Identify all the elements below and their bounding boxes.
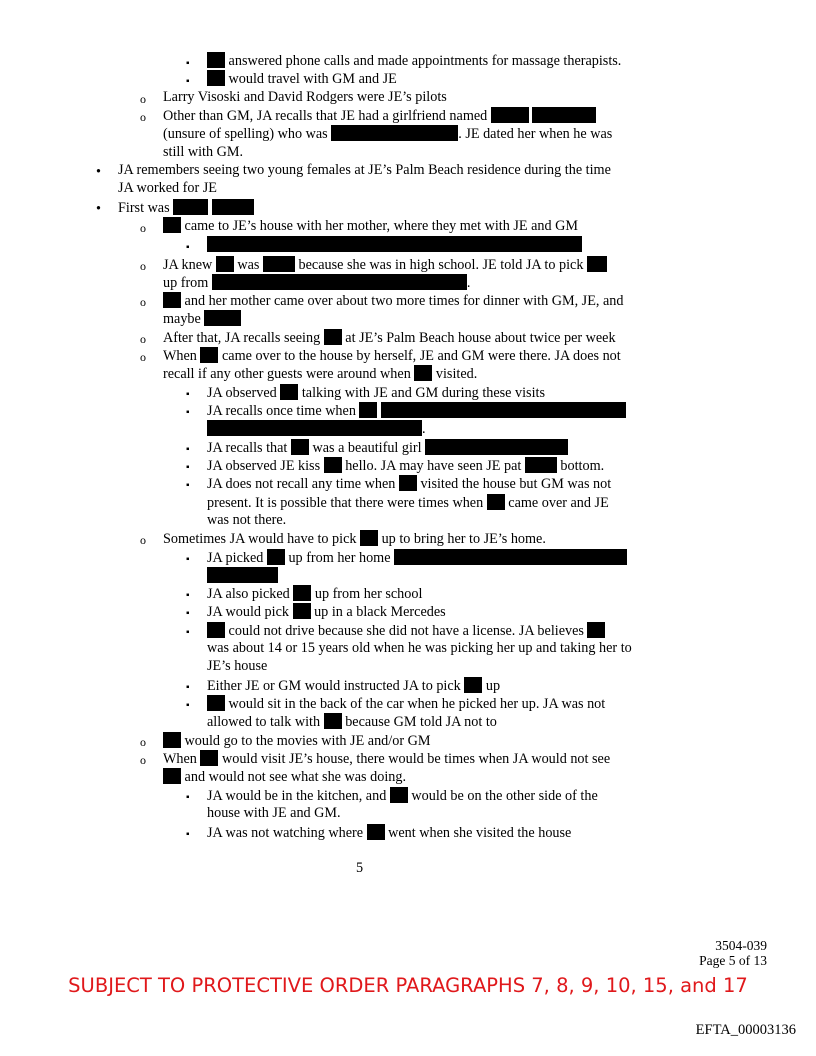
circle-bullet: o bbox=[140, 295, 146, 309]
square-bullet: ▪ bbox=[186, 480, 190, 491]
body-line: house with JE and GM. bbox=[207, 805, 341, 821]
redaction-block bbox=[587, 622, 605, 638]
redaction-block bbox=[207, 52, 225, 68]
circle-bullet: o bbox=[140, 332, 146, 346]
redaction-block bbox=[212, 199, 254, 215]
redaction-block bbox=[291, 439, 309, 455]
circle-bullet: o bbox=[140, 92, 146, 106]
redaction-block bbox=[263, 256, 295, 272]
circle-bullet: o bbox=[140, 753, 146, 767]
redaction-block bbox=[525, 457, 557, 473]
redaction-block bbox=[163, 217, 181, 233]
square-bullet: ▪ bbox=[186, 700, 190, 711]
redaction-block bbox=[293, 585, 311, 601]
redaction-block bbox=[532, 107, 596, 123]
circle-bullet: o bbox=[140, 221, 146, 235]
body-line: JA does not recall any time when visited the house but GM was not bbox=[207, 476, 612, 492]
body-line: was about 14 or 15 years old when he was picking her up and taking her to bbox=[207, 640, 632, 656]
circle-bullet: o bbox=[140, 350, 146, 364]
body-line: When would visit JE’s house, there would be times when JA would not see bbox=[163, 751, 611, 767]
square-bullet: ▪ bbox=[186, 554, 190, 565]
square-bullet: ▪ bbox=[186, 58, 190, 69]
square-bullet: ▪ bbox=[186, 444, 190, 455]
document-code: 3504-039 bbox=[715, 938, 767, 953]
redaction-block bbox=[359, 402, 377, 418]
redaction-block bbox=[207, 695, 225, 711]
body-line: After that, JA recalls seeing at JE’s Palm Beach house about twice per week bbox=[163, 330, 616, 346]
body-line: JA would be in the kitchen, and would be on the other side of the bbox=[207, 788, 598, 804]
redaction-block bbox=[464, 677, 482, 693]
square-bullet: ▪ bbox=[186, 590, 190, 601]
redaction-block bbox=[293, 603, 311, 619]
redaction-block bbox=[491, 107, 529, 123]
disc-bullet: • bbox=[96, 201, 101, 217]
redaction-block bbox=[399, 475, 417, 491]
body-line: JA was not watching where went when she visited the house bbox=[207, 825, 572, 841]
body-line: Other than GM, JA recalls that JE had a girlfriend named bbox=[163, 107, 596, 125]
body-line: (unsure of spelling) who was . JE dated her when he was bbox=[163, 126, 613, 142]
redaction-block bbox=[487, 494, 505, 510]
redaction-block bbox=[587, 256, 607, 272]
circle-bullet: o bbox=[140, 110, 146, 124]
body-line: maybe bbox=[163, 310, 241, 328]
body-line: still with GM. bbox=[163, 144, 244, 160]
redaction-block bbox=[414, 365, 432, 381]
body-line: Sometimes JA would have to pick up to bring her to JE’s home. bbox=[163, 531, 546, 547]
redaction-block bbox=[207, 70, 225, 86]
redaction-block bbox=[267, 549, 285, 565]
square-bullet: ▪ bbox=[186, 627, 190, 638]
body-line: JA observed JE kiss hello. JA may have seen JE pat bottom. bbox=[207, 458, 605, 474]
body-line: JA knew was because she was in high school. JE told JA to pick bbox=[163, 256, 607, 274]
circle-bullet: o bbox=[140, 533, 146, 547]
redaction-block bbox=[163, 292, 181, 308]
redaction-block bbox=[207, 622, 225, 638]
square-bullet: ▪ bbox=[186, 682, 190, 693]
circle-bullet: o bbox=[140, 259, 146, 273]
redaction-block bbox=[394, 549, 627, 565]
body-line: Larry Visoski and David Rodgers were JE’s pilots bbox=[163, 89, 447, 105]
circle-bullet: o bbox=[140, 735, 146, 749]
body-line bbox=[207, 236, 582, 254]
square-bullet: ▪ bbox=[186, 407, 190, 418]
body-line: JA remembers seeing two young females at JE’s Palm Beach residence during the time bbox=[118, 162, 611, 178]
redaction-block bbox=[173, 199, 208, 215]
body-line: and would not see what she was doing. bbox=[163, 768, 406, 786]
body-line: was not there. bbox=[207, 512, 287, 528]
redaction-block bbox=[200, 347, 218, 363]
redaction-block bbox=[381, 402, 626, 418]
redaction-block bbox=[360, 530, 378, 546]
redaction-block bbox=[207, 236, 312, 252]
body-line: answered phone calls and made appointments for massage therapists. bbox=[207, 52, 621, 70]
redaction-block bbox=[312, 236, 582, 252]
redaction-block bbox=[425, 439, 568, 455]
body-line: came to JE’s house with her mother, where they met with JE and GM bbox=[163, 217, 578, 235]
square-bullet: ▪ bbox=[186, 76, 190, 87]
body-line: JA worked for JE bbox=[118, 180, 217, 196]
body-line: could not drive because she did not have a license. JA believes bbox=[207, 622, 605, 640]
body-line: recall if any other guests were around when visited. bbox=[163, 366, 478, 382]
redaction-block bbox=[200, 750, 218, 766]
body-line: JA picked up from her home bbox=[207, 549, 627, 567]
redaction-block bbox=[324, 457, 342, 473]
redaction-block bbox=[207, 420, 422, 436]
body-line: JA would pick up in a black Mercedes bbox=[207, 604, 446, 620]
redaction-block bbox=[216, 256, 234, 272]
redaction-block bbox=[390, 787, 408, 803]
redaction-block bbox=[204, 310, 241, 326]
body-line: JA observed talking with JE and GM during these visits bbox=[207, 385, 545, 401]
bates-number: EFTA_00003136 bbox=[695, 1022, 796, 1038]
square-bullet: ▪ bbox=[186, 792, 190, 803]
redaction-block bbox=[367, 824, 385, 840]
square-bullet: ▪ bbox=[186, 389, 190, 400]
body-line: JE’s house bbox=[207, 658, 268, 674]
redaction-block bbox=[207, 567, 278, 583]
protective-order-notice: SUBJECT TO PROTECTIVE ORDER PARAGRAPHS 7, 8, 9, 10, 15, and 17 bbox=[68, 974, 748, 997]
body-line: up from . bbox=[163, 275, 471, 291]
body-line bbox=[207, 567, 278, 585]
square-bullet: ▪ bbox=[186, 829, 190, 840]
square-bullet: ▪ bbox=[186, 242, 190, 253]
redaction-block bbox=[280, 384, 298, 400]
square-bullet: ▪ bbox=[186, 462, 190, 473]
redaction-block bbox=[163, 768, 181, 784]
body-line: would travel with GM and JE bbox=[207, 70, 397, 88]
redaction-block bbox=[324, 329, 342, 345]
page-number: 5 bbox=[356, 860, 364, 876]
body-line: JA recalls that was a beautiful girl bbox=[207, 439, 568, 457]
redaction-block bbox=[212, 274, 467, 290]
body-line: When came over to the house by herself, JE and GM were there. JA does not bbox=[163, 348, 621, 364]
redaction-block bbox=[324, 713, 342, 729]
square-bullet: ▪ bbox=[186, 608, 190, 619]
body-line: First was bbox=[118, 199, 254, 217]
disc-bullet: • bbox=[96, 164, 101, 180]
document-id bbox=[699, 938, 767, 968]
body-line: JA also picked up from her school bbox=[207, 586, 423, 602]
redaction-block bbox=[163, 732, 181, 748]
body-line: would sit in the back of the car when he picked her up. JA was not bbox=[207, 695, 605, 713]
body-line: . bbox=[207, 420, 426, 438]
body-line: and her mother came over about two more times for dinner with GM, JE, and bbox=[163, 292, 623, 310]
body-line: Either JE or GM would instructed JA to pick up bbox=[207, 678, 501, 694]
body-line: JA recalls once time when bbox=[207, 402, 626, 420]
body-line: present. It is possible that there were times when came over and JE bbox=[207, 495, 609, 511]
body-line: allowed to talk with because GM told JA not to bbox=[207, 714, 497, 730]
redaction-block bbox=[331, 125, 458, 141]
page-of-label: Page 5 of 13 bbox=[699, 953, 767, 968]
body-line: would go to the movies with JE and/or GM bbox=[163, 732, 430, 750]
